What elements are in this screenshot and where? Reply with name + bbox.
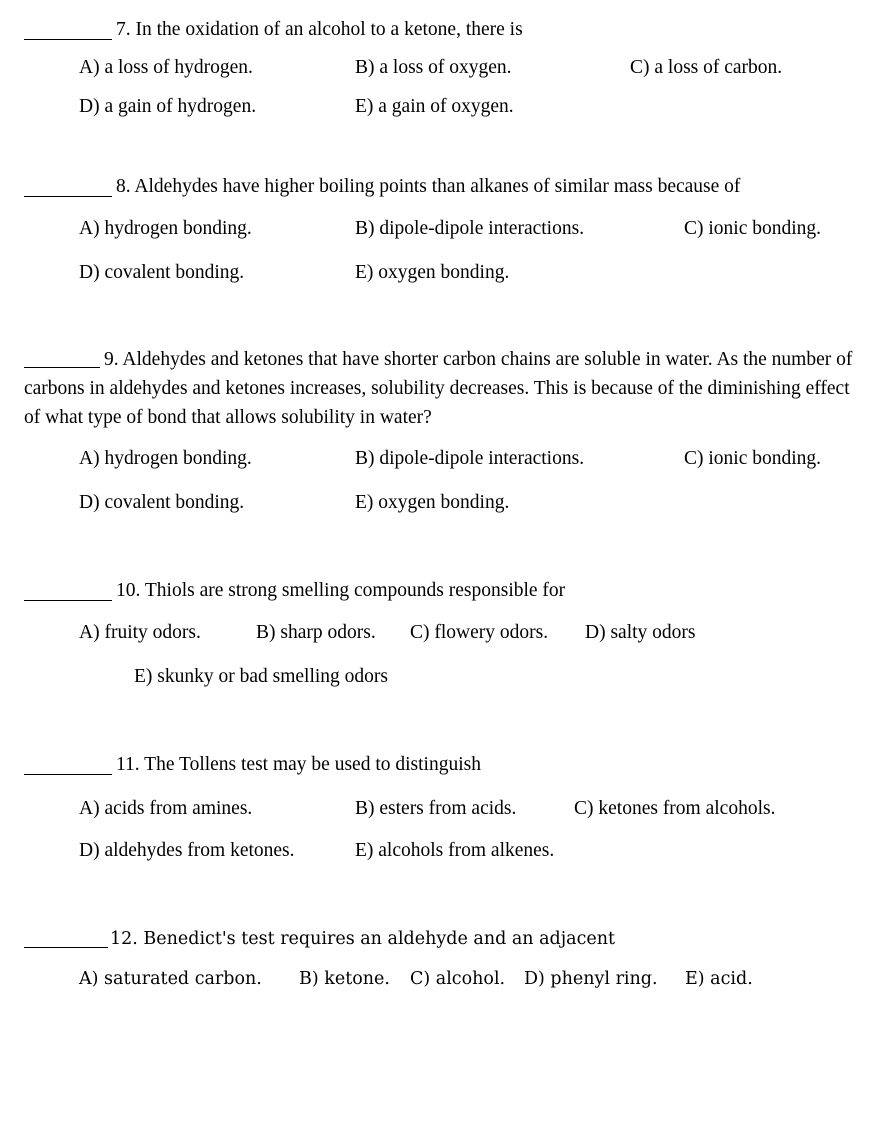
q12-option-c: C) alcohol. xyxy=(410,969,506,989)
q9-option-d: D) covalent bonding. xyxy=(79,492,245,513)
q10-option-b: B) sharp odors. xyxy=(256,622,376,643)
q12-option-e: E) acid. xyxy=(685,969,753,989)
answer-blank-q11[interactable] xyxy=(24,774,112,775)
q8-option-a: A) hydrogen bonding. xyxy=(79,218,252,239)
q12-option-b: B) ketone. xyxy=(299,969,390,989)
q7-option-a: A) a loss of hydrogen. xyxy=(79,57,253,78)
q7-stem: 7. In the oxidation of an alcohol to a ketone, there is xyxy=(116,19,523,40)
q11-option-a: A) acids from amines. xyxy=(79,798,253,819)
q10-option-e: E) skunky or bad smelling odors xyxy=(134,666,389,687)
q11-option-c: C) ketones from alcohols. xyxy=(574,798,776,819)
q8-stem: 8. Aldehydes have higher boiling points than alkanes of similar mass because of xyxy=(116,176,741,197)
q7-option-c: C) a loss of carbon. xyxy=(630,57,783,78)
q12-stem: 12. Benedict's test requires an aldehyde and an adjacent xyxy=(110,929,616,949)
q10-stem: 10. Thiols are strong smelling compounds responsible for xyxy=(116,580,566,601)
answer-blank-q8[interactable] xyxy=(24,196,112,197)
q11-option-b: B) esters from acids. xyxy=(355,798,517,819)
q11-stem: 11. The Tollens test may be used to distinguish xyxy=(116,754,481,775)
q7-option-d: D) a gain of hydrogen. xyxy=(79,96,257,117)
q7-option-e: E) a gain of oxygen. xyxy=(355,96,514,117)
answer-blank-q10[interactable] xyxy=(24,600,112,601)
q10-option-a: A) fruity odors. xyxy=(79,622,201,643)
q8-option-b: B) dipole-dipole interactions. xyxy=(355,218,585,239)
q9-option-a: A) hydrogen bonding. xyxy=(79,448,252,469)
answer-blank-q12[interactable] xyxy=(24,947,108,948)
q8-option-d: D) covalent bonding. xyxy=(79,262,245,283)
q9-option-b: B) dipole-dipole interactions. xyxy=(355,448,585,469)
q9-stem xyxy=(24,345,854,432)
q10-option-d: D) salty odors xyxy=(585,622,696,643)
q10-option-c: C) flowery odors. xyxy=(410,622,549,643)
q9-stem-text: 9. Aldehydes and ketones that have shorter carbon chains are soluble in water. As the number of carbons in aldehydes and ketones increases, solubility decreases. This is because of the diminishing effect of what type of bond that allows solubility in water? xyxy=(24,349,853,428)
q12-option-a: A) saturated carbon. xyxy=(79,969,262,989)
answer-blank-q7[interactable] xyxy=(24,39,112,40)
q11-option-d: D) aldehydes from ketones. xyxy=(79,840,295,861)
q8-option-c: C) ionic bonding. xyxy=(684,218,822,239)
q9-option-e: E) oxygen bonding. xyxy=(355,492,510,513)
q9-option-c: C) ionic bonding. xyxy=(684,448,822,469)
q8-option-e: E) oxygen bonding. xyxy=(355,262,510,283)
q11-option-e: E) alcohols from alkenes. xyxy=(355,840,555,861)
q12-option-d: D) phenyl ring. xyxy=(524,969,658,989)
q7-option-b: B) a loss of oxygen. xyxy=(355,57,512,78)
